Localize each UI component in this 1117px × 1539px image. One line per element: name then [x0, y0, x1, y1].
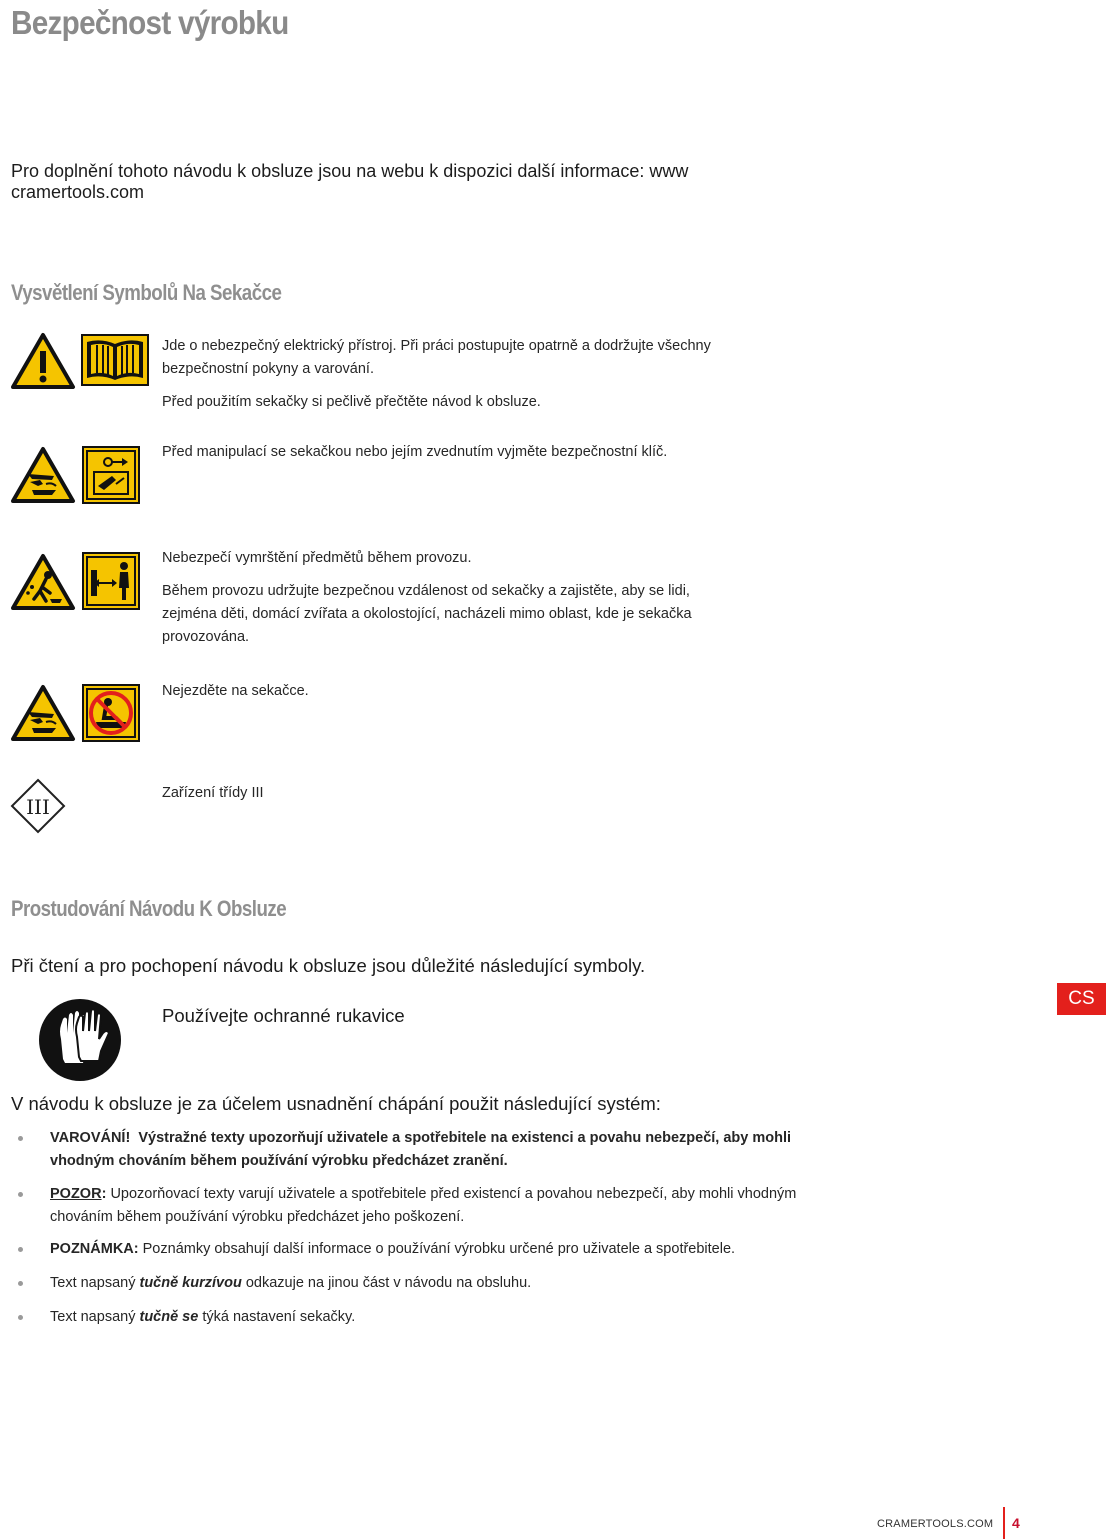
- symbol-item-3-paragraph-1: Nebezpečí vymrštění předmětů během provozu.: [162, 550, 472, 566]
- footer-website: CRAMERTOOLS.COM: [877, 1518, 994, 1530]
- symbol-item-2-text: [162, 441, 772, 464]
- keep-distance-icon: [82, 552, 140, 610]
- list-item-warning: [18, 1127, 798, 1173]
- note-text: Poznámky obsahují další informace o používání výrobku určené pro uživatele a spotřebitele.: [142, 1241, 736, 1257]
- symbol-item-1-paragraph-1: Jde o nebezpečný elektrický přístroj. Při práci postupujte opatrně a dodržujte všechny bezpečnostní pokyny a varování.: [162, 338, 711, 377]
- conventions-list: [18, 1127, 798, 1329]
- symbol-item-2-paragraph-1: Před manipulací se sekačkou nebo jejím zvednutím vyjměte bezpečnostní klíč.: [162, 444, 668, 460]
- page-number: 4: [1012, 1515, 1020, 1531]
- list-item-bold: [18, 1306, 798, 1329]
- symbol-item-4-paragraph-1: Nejezděte na sekačce.: [162, 683, 309, 699]
- bullet-dot: [18, 1247, 23, 1252]
- manual-lead-text: Při čtení a pro pochopení návodu k obsluze jsou důležité následující symboly.: [11, 955, 646, 976]
- bold-italic-emphasis: tučně kurzívou: [139, 1275, 242, 1291]
- warning-exclamation-icon: [10, 332, 76, 390]
- symbols-section-heading: Vysvětlení Symbolů Na Sekačce: [11, 280, 282, 305]
- caution-colon: :: [101, 1186, 107, 1202]
- note-label: POZNÁMKA:: [50, 1241, 139, 1257]
- bold-after: týká nastavení sekačky.: [202, 1309, 356, 1325]
- thrown-objects-warning-icon: [10, 553, 76, 611]
- language-tab: CS: [1057, 983, 1106, 1015]
- bullet-dot: [18, 1136, 23, 1141]
- symbol-item-5-text: [162, 782, 772, 805]
- bold-italic-after: odkazuje na jinou část v návodu na obsluhu.: [245, 1275, 532, 1291]
- caution-label: POZOR: [50, 1186, 102, 1202]
- manual-section-heading: Prostudování Návodu K Obsluze: [11, 896, 287, 921]
- read-manual-icon: [81, 334, 149, 386]
- caution-text: Upozorňovací texty varují uživatele a spotřebitele před existencí a povahou nebezpečí, aby mohli vhodným chováním během používání výrobku předcházet jeho poškození.: [50, 1186, 797, 1225]
- warning-text: Výstražné texty upozorňují uživatele a spotřebitele na existenci a povahu nebezpečí, aby mohli vhodným chováním během používání výrobku předcházet zranění.: [50, 1130, 792, 1169]
- bullet-dot: [18, 1315, 23, 1320]
- page-title: Bezpečnost výrobku: [11, 4, 289, 41]
- remove-key-icon: [82, 446, 140, 504]
- no-riding-icon: [82, 684, 140, 742]
- symbol-item-3-paragraph-2: Během provozu udržujte bezpečnou vzdálenost od sekačky a zajistěte, aby se lidi, zejména děti, domácí zvířata a okolostojící, nacházeli mimo oblast, kde je sekačka provozována.: [162, 583, 692, 645]
- system-intro-text: V návodu k obsluze je za účelem usnadnění chápání použit následující systém:: [11, 1093, 661, 1114]
- bold-before: Text napsaný: [50, 1309, 136, 1325]
- class-iii-icon: [10, 778, 66, 834]
- symbol-item-3-text: [162, 547, 742, 649]
- symbol-item-4-text: [162, 680, 772, 703]
- bullet-dot: [18, 1281, 23, 1286]
- protective-gloves-icon: [37, 997, 123, 1083]
- gloves-text: Používejte ochranné rukavice: [162, 1005, 405, 1026]
- list-item-caution: [18, 1183, 798, 1229]
- symbol-item-1-text: [162, 335, 772, 414]
- bold-emphasis: tučně se: [139, 1309, 199, 1325]
- list-item-note: [18, 1238, 798, 1261]
- symbol-item-1-paragraph-2: Před použitím sekačky si pečlivě přečtěte návod k obsluze.: [162, 394, 541, 410]
- bullet-dot: [18, 1192, 23, 1197]
- warning-label: VAROVÁNÍ!: [50, 1130, 131, 1146]
- class-iii-label: III: [26, 795, 50, 819]
- intro-text: Pro doplnění tohoto návodu k obsluze jsou na webu k dispozici další informace: www cramertools.com: [11, 161, 689, 202]
- blade-hazard-warning-icon: [10, 684, 76, 742]
- bold-italic-before: Text napsaný: [50, 1275, 136, 1291]
- blade-hazard-warning-icon: [10, 446, 76, 504]
- footer-divider: [1003, 1507, 1005, 1539]
- symbol-item-5-paragraph-1: Zařízení třídy III: [162, 785, 264, 801]
- list-item-bold-italic: [18, 1272, 798, 1295]
